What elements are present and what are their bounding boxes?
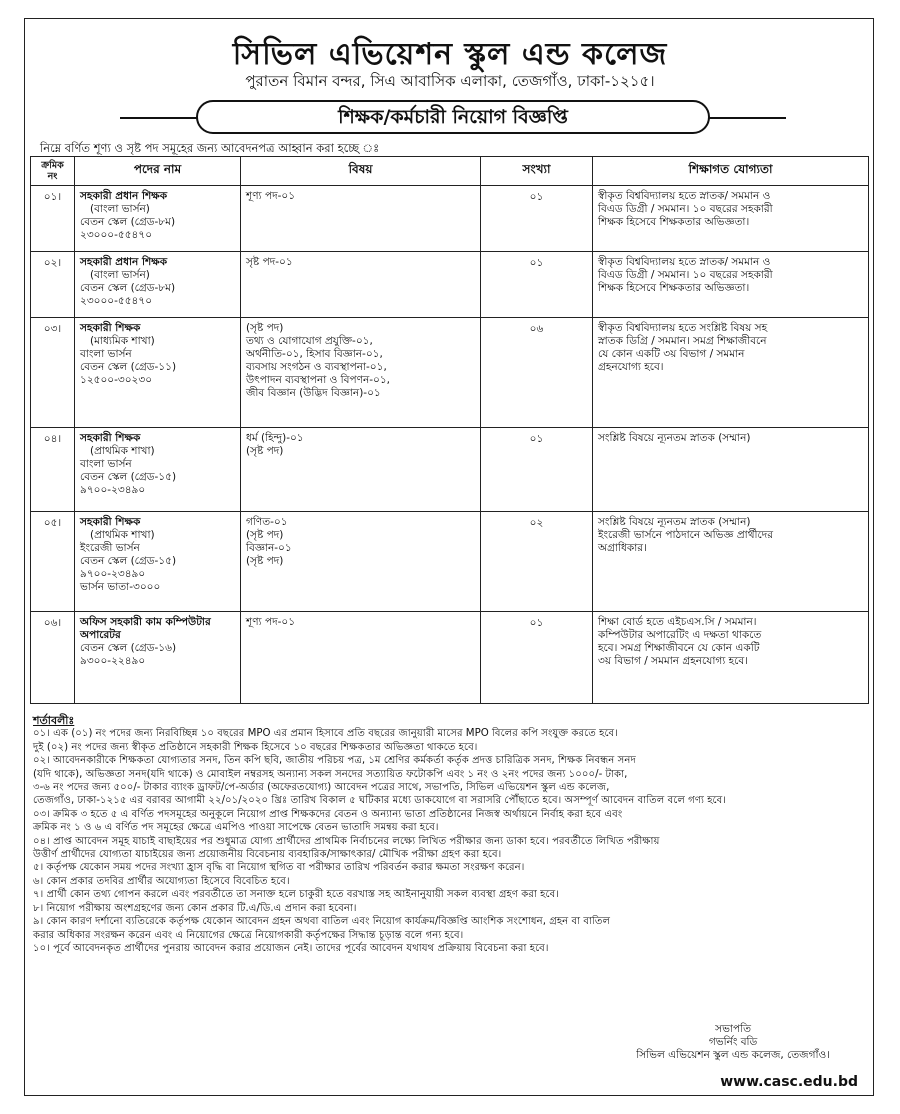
table-row <box>31 428 869 512</box>
cell-sl: ০২। <box>31 252 75 318</box>
post-title: সহকারী শিক্ষক <box>80 322 141 334</box>
qualification-line: ইংরেজী ভার্সনে পাঠদানে অভিজ্ঞ প্রার্থীদের <box>598 529 774 541</box>
qualification-line: স্নাতক ডিগ্রি / সমমান। সমগ্র শিক্ষাজীবনে <box>598 335 767 347</box>
term-line: দুই (০২) নং পদের জন্য স্বীকৃত প্রতিষ্ঠানে সহকারী শিক্ষক হিসেবে ১০ বছরের শিক্ষকতার অভিজ্ঞতা থাকতে হবে। <box>33 741 478 753</box>
banner-rule-right <box>706 117 786 119</box>
header-qualification: শিক্ষাগত যোগ্যতা <box>593 157 869 186</box>
table-row <box>31 612 869 704</box>
cell-count: ০৬ <box>481 318 593 428</box>
term-line: ৩-৬ নং পদের জন্য ৫০০/- টাকার ব্যাংক ড্রাফট/পে-অর্ডার (অফেরতযোগ্য) আবেদন পত্রের সাথে, সভাপতি, সিভিল এভিয়েশন স্কুল এন্ড কলেজ, <box>33 782 610 794</box>
qualification-line: অগ্রাধিকার। <box>598 542 647 554</box>
term-line: ৮। নিয়োগ পরীক্ষায় অংশগ্রহণের জন্য কোন প্রকার টি.এ/ডি.এ প্রদান করা হবেনা। <box>33 902 357 914</box>
cell-subject <box>241 186 481 252</box>
term-line: ০৩। ক্রমিক ৩ হতে ৫ এ বর্ণিত পদসমূহের অনুকূলে নিয়োগ প্রাপ্ত শিক্ষকদের বেতন ও অন্যান্য ভাতা প্রতিষ্ঠানের নিজস্ব অর্থায়নে নির্বাহ করা হবে এবং <box>33 808 623 820</box>
cell-count: ০২ <box>481 512 593 612</box>
term-line: করার অধিকার সংরক্ষন করেন এবং এ নিয়োগের ক্ষেত্রে নিয়োগকারী কর্তৃপক্ষের সিদ্ধান্ত চূড়ান্ত বলে গন্য হবে। <box>33 929 464 941</box>
qualification-line: হবে। সমগ্র শিক্ষাজীবনে যে কোন একটি <box>598 642 760 654</box>
post-detail: বাংলা ভার্সন <box>80 348 132 360</box>
qualification-line: শিক্ষক হিসেবে শিক্ষকতার অভিজ্ঞতা। <box>598 216 750 228</box>
cell-subject <box>241 428 481 512</box>
qualification-line: ৩য় বিভাগ / সমমান গ্রহনযোগ্য হবে। <box>598 655 748 667</box>
post-detail: ২৩০০০-৫৫৪৭০ <box>80 295 153 307</box>
signature-board: গভর্নিং বডি <box>708 1036 758 1048</box>
term-line: ০২। আবেদনকারীকে শিক্ষকতা যোগ্যতার সনদ, তিন কপি ছবি, জাতীয় পরিচয় পত্র, ১ম শ্রেণির কর্মকর্তা কর্তৃক প্রদত্ত চারিত্রিক সনদ, শিক্ষক নিবন্ধন সনদ <box>33 755 636 767</box>
post-detail: ৯৭০০-২৩৪৯০ <box>80 568 146 580</box>
table-row <box>31 186 869 252</box>
cell-post <box>75 612 241 704</box>
signature-role: সভাপতি <box>715 1023 751 1035</box>
header-subject: বিষয় <box>241 157 481 186</box>
vacancy-table <box>30 156 869 704</box>
post-title: অফিস সহকারী কাম কম্পিউটার অপারেটর <box>80 616 211 641</box>
cell-count: ০১ <box>481 252 593 318</box>
qualification-line: শিক্ষক হিসেবে শিক্ষকতার অভিজ্ঞতা। <box>598 282 750 294</box>
subject-line: জীব বিজ্ঞান (উদ্ভিদ বিজ্ঞান)-০১ <box>246 387 381 399</box>
terms-heading: শর্তাবলীঃ <box>33 714 75 727</box>
cell-subject <box>241 252 481 318</box>
subject-line: ধর্ম (হিন্দু)-০১ <box>246 432 304 444</box>
post-detail: বেতন স্কেল (গ্রেড-১৫) <box>80 555 177 567</box>
post-title: সহকারী শিক্ষক <box>80 432 141 444</box>
post-title: সহকারী প্রধান শিক্ষক <box>80 190 168 202</box>
post-detail: ১২৫০০-৩০২৩০ <box>80 374 153 386</box>
subject-line: ব্যবসায় সংগঠন ও ব্যবস্থাপনা-০১, <box>246 361 387 373</box>
institution-address: পুরাতন বিমান বন্দর, সিএ আবাসিক এলাকা, তেজগাঁও, ঢাকা-১২১৫। <box>245 72 655 90</box>
table-row <box>31 512 869 612</box>
signature-block <box>636 1023 830 1062</box>
cell-post <box>75 512 241 612</box>
post-title: সহকারী প্রধান শিক্ষক <box>80 256 168 268</box>
post-detail: ইংরেজী ভার্সন <box>80 542 140 554</box>
subject-line: শূণ্য পদ-০১ <box>246 190 296 202</box>
cell-qualification <box>593 186 869 252</box>
vacancy-table-body <box>31 186 869 704</box>
qualification-line: স্বীকৃত বিশ্ববিদ্যালয় হতে স্নাতক/ সমমান ও <box>598 256 771 268</box>
term-line: ০১। এক (০১) নং পদের জন্য নিরবিচ্ছিন্ন ১০ বছরের MPO এর প্রমান হিসাবে প্রতি বছরের জানুয়ারী মাসের MPO বিলের কপি সংযুক্ত করতে হবে। <box>33 728 618 740</box>
term-line: ৫। কর্তৃপক্ষ যেকোন সময় পদের সংখ্যা হ্রাস বৃদ্ধি বা নিয়োগ স্থগিত বা পরীক্ষার তারিখ পরিবর্তন করার ক্ষমতা সংরক্ষণ করেন। <box>33 862 525 874</box>
banner-rule-left <box>120 117 200 119</box>
cell-count: ০১ <box>481 612 593 704</box>
cell-qualification <box>593 318 869 428</box>
cell-qualification <box>593 252 869 318</box>
post-detail: বেতন স্কেল (গ্রেড-১৫) <box>80 471 177 483</box>
subject-line: (সৃষ্ট পদ) <box>246 322 284 334</box>
subject-line: শূণ্য পদ-০১ <box>246 616 296 628</box>
post-detail: (বাংলা ভার্সন) <box>90 203 150 215</box>
cell-sl: ০৪। <box>31 428 75 512</box>
cell-sl: ০৬। <box>31 612 75 704</box>
post-title: সহকারী শিক্ষক <box>80 516 141 528</box>
table-row <box>31 252 869 318</box>
subject-line: বিজ্ঞান-০১ <box>246 542 292 554</box>
cell-post <box>75 428 241 512</box>
post-detail: ২৩০০০-৫৫৪৭০ <box>80 229 153 241</box>
notice-banner <box>196 100 710 134</box>
cell-sl: ০৩। <box>31 318 75 428</box>
cell-sl: ০১। <box>31 186 75 252</box>
term-line: ৬। কোন প্রকার তদবির প্রার্থীর অযোগ্যতা হিসেবে বিবেচিত হবে। <box>33 875 290 887</box>
subject-line: সৃষ্ট পদ-০১ <box>246 256 293 268</box>
cell-qualification <box>593 428 869 512</box>
term-line: (যদি থাকে), অভিজ্ঞতা সনদ(যদি থাকে) ও মোবাইল নম্বরসহ অন্যান্য সকল সনদের সত্যায়িত ফটোকপি এবং ১ নং ও ২নং পদের জন্য ১০০০/- টাকা, <box>33 768 628 780</box>
term-line: ৯। কোন কারণ দর্শানো ব্যতিরেকে কর্তৃপক্ষ যেকোন আবেদন গ্রহন অথবা বাতিল এবং নিয়োগ কার্যক্রম/বিজ্ঞপ্তি আংশিক সংশোধন, গ্রহন বা বাতিল <box>33 916 611 928</box>
table-row <box>31 318 869 428</box>
post-detail: ভার্সন ভাতা-৩০০০ <box>80 581 161 593</box>
post-detail: (মাধ্যমিক শাখা) <box>90 335 155 347</box>
post-detail: বেতন স্কেল (গ্রেড-১৬) <box>80 642 177 654</box>
qualification-line: সংশ্লিষ্ট বিষয়ে ন্যূনতম স্নাতক (সম্মান) <box>598 432 751 444</box>
intro-text: নিম্নে বর্ণিত শূণ্য ও সৃষ্ট পদ সমূহের জন্য আবেদনপত্র আহ্বান করা হচ্ছে ঃ <box>40 141 380 155</box>
cell-subject <box>241 612 481 704</box>
term-line: ১০। পূর্বে আবেদনকৃত প্রার্থীদের পুনরায় আবেদন করার প্রয়োজন নেই। তাদের পূর্বের আবেদন যথাযথ প্রক্রিয়ায় বিবেচনা করা হবে। <box>33 942 549 954</box>
term-line: ক্রমিক নং ১ ও ৬ এ বর্ণিত পদ সমূহের ক্ষেত্রে এমপিও পাওয়া সাপেক্ষে বেতন ভাতাদি সমন্বয় করা হবে। <box>33 822 439 834</box>
cell-subject <box>241 512 481 612</box>
post-detail: (বাংলা ভার্সন) <box>90 269 150 281</box>
signature-institution: সিভিল এভিয়েশন স্কুল এন্ড কলেজ, তেজগাঁও। <box>636 1049 830 1061</box>
qualification-line: স্বীকৃত বিশ্ববিদ্যালয় হতে স্নাতক/ সমমান ও <box>598 190 771 202</box>
subject-line: (সৃষ্ট পদ) <box>246 529 284 541</box>
website-link[interactable]: www.casc.edu.bd <box>720 1074 858 1090</box>
header-count: সংখ্যা <box>481 157 593 186</box>
qualification-line: গ্রহনযোগ্য হবে। <box>598 361 664 373</box>
post-detail: বেতন স্কেল (গ্রেড-৮ম) <box>80 282 176 294</box>
cell-count: ০১ <box>481 186 593 252</box>
qualification-line: বিএড ডিগ্রী / সমমান। ১০ বছরের সহকারী <box>598 203 773 215</box>
qualification-line: স্বীকৃত বিশ্ববিদ্যালয় হতে সংশ্লিষ্ট বিষয় সহ <box>598 322 768 334</box>
table-header-row <box>31 157 869 186</box>
subject-line: গণিত-০১ <box>246 516 288 528</box>
cell-post <box>75 186 241 252</box>
cell-qualification <box>593 612 869 704</box>
terms-list <box>33 727 869 955</box>
notice-banner-text: শিক্ষক/কর্মচারী নিয়োগ বিজ্ঞপ্তি <box>196 100 710 134</box>
subject-line: তথ্য ও যোগাযোগ প্রযুক্তি-০১, <box>246 335 373 347</box>
term-line: তেজগাঁও, ঢাকা-১২১৫ এর বরাবর আগামী ২২/০১/২০২০ খ্রিঃ তারিখ বিকাল ৫ ঘটিকার মধ্যে ডাকযোগে বা সরাসরি পৌঁছাতে হবে। অসম্পূর্ণ আবেদন বাতিল বলে গণ্য হবে। <box>33 795 726 807</box>
post-detail: ৯৩০০-২২৪৯০ <box>80 655 146 667</box>
subject-line: উৎপাদন ব্যবস্থাপনা ও বিপণন-০১, <box>246 374 391 386</box>
header-sl: ক্রমিক নং <box>31 157 75 186</box>
qualification-line: কম্পিউটার অপারেটিং এ দক্ষতা থাকতে <box>598 629 762 641</box>
cell-subject <box>241 318 481 428</box>
qualification-line: যে কোন একটি ৩য় বিভাগ / সমমান <box>598 348 745 360</box>
term-line: উত্তীর্ণ প্রার্থীদের যোগ্যতা যাচাইয়ের জন্য প্রয়োজনীয় বিবেচনায় ব্যবহারিক/সাক্ষাৎকার/ মৌখিক পরীক্ষা গ্রহণ করা হবে। <box>33 849 502 861</box>
qualification-line: বিএড ডিগ্রী / সমমান। ১০ বছরের সহকারী <box>598 269 773 281</box>
post-detail: ৯৭০০-২৩৪৯০ <box>80 484 146 496</box>
term-line: ৭। প্রার্থী কোন তথ্য গোপন করলে এবং পরবর্তীতে তা সনাক্ত হলে চাকুরী হতে বরখাস্ত সহ আইনানুযায়ী সকল ব্যবস্থা গ্রহণ করা হবে। <box>33 889 559 901</box>
post-detail: (প্রাথমিক শাখা) <box>90 529 155 541</box>
post-detail: বাংলা ভার্সন <box>80 458 132 470</box>
cell-sl: ০৫। <box>31 512 75 612</box>
qualification-line: সংশ্লিষ্ট বিষয়ে ন্যূনতম স্নাতক (সম্মান) <box>598 516 751 528</box>
institution-title: সিভিল এভিয়েশন স্কুল এন্ড কলেজ <box>232 37 668 72</box>
post-detail: বেতন স্কেল (গ্রেড-৮ম) <box>80 216 176 228</box>
subject-line: অর্থনীতি-০১, হিসাব বিজ্ঞান-০১, <box>246 348 383 360</box>
subject-line: (সৃষ্ট পদ) <box>246 555 284 567</box>
cell-post <box>75 318 241 428</box>
header-post: পদের নাম <box>75 157 241 186</box>
post-detail: (প্রাথমিক শাখা) <box>90 445 155 457</box>
post-detail: বেতন স্কেল (গ্রেড-১১) <box>80 361 177 373</box>
cell-count: ০১ <box>481 428 593 512</box>
term-line: ০৪। প্রাপ্ত আবেদন সমূহ যাচাই বাছাইয়ের পর শুধুমাত্র যোগ্য প্রার্থীদের প্রাথমিক নির্বাচনের লক্ষ্যে লিখিত পরীক্ষার জন্য ডাকা হবে। পরবর্তীতে লিখিত পরীক্ষায় <box>33 835 660 847</box>
cell-qualification <box>593 512 869 612</box>
terms-section <box>33 714 869 955</box>
cell-post <box>75 252 241 318</box>
subject-line: (সৃষ্ট পদ) <box>246 445 284 457</box>
qualification-line: শিক্ষা বোর্ড হতে এইচএস.সি / সমমান। <box>598 616 757 628</box>
